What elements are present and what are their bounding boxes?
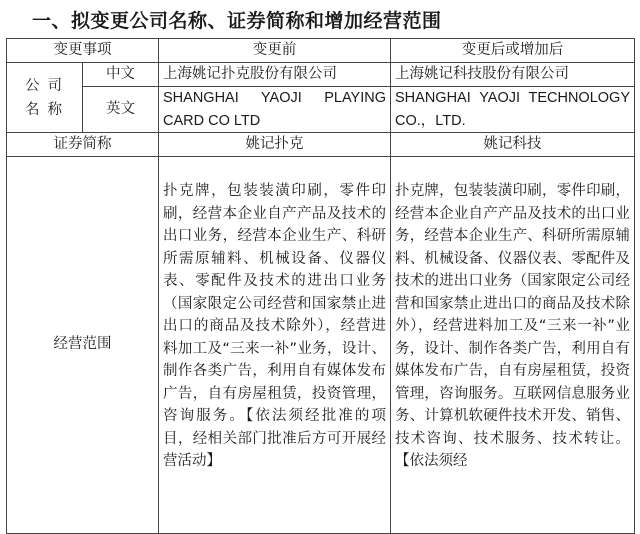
change-table: [6, 38, 635, 534]
chinese-name-before: 上海姚记扑克股份有限公司: [159, 63, 391, 87]
section-heading: 一、拟变更公司名称、证券简称和增加经营范围: [32, 10, 442, 32]
header-change-item: 变更事项: [7, 39, 159, 63]
header-row: [7, 39, 635, 63]
scope-row: [7, 156, 635, 533]
scope-after-cell: [391, 156, 635, 533]
ticker-after: 姚记科技: [391, 133, 635, 157]
chinese-name-after: 上海姚记科技股份有限公司: [391, 63, 635, 87]
chinese-name-row: [7, 63, 635, 87]
scope-before: 扑克牌，包装装潢印刷，零件印刷，经营本企业自产产品及技术的出口业务，经营本企业生产、科研所需原辅料、机械设备、仪器仪表、零配件及技术的进出口业务（国家限定公司经营和国家禁止进出口的商品及技术除外），经营进料加工及“三来一补”业务，设计、制作各类广告，利用自有媒体发布广告，自有房屋租赁，投资管理，咨询服务。【依法须经批准的项目，经相关部门批准后方可开展经营活动】: [163, 183, 386, 469]
ticker-before: 姚记扑克: [159, 133, 391, 157]
scope-after: 扑克牌，包装装潢印刷，零件印刷，经营本企业自产产品及技术的出口业务，经营本企业生产、科研所需原辅料、机械设备、仪器仪表、零配件及技术的进出口业务（国家限定公司经营和国家禁止进出口的商品及技术除外），经营进料加工及“三来一补”业务，设计、制作各类广告，利用自有媒体发布广告，自有房屋租赁，投资管理，咨询服务。互联网信息服务业务、计算机软硬件技术开发、销售、技术咨询、技术服务、技术转让。【依法须经: [395, 183, 630, 469]
english-label: 英文: [83, 87, 159, 133]
ticker-label: 证券简称: [7, 133, 159, 157]
header-after: 变更后或增加后: [391, 39, 635, 63]
english-name-before: SHANGHAI YAOJI PLAYING CARD CO LTD: [159, 87, 391, 133]
scope-label: 经营范围: [7, 156, 159, 533]
english-name-after: SHANGHAI YAOJI TECHNOLOGY CO.，LTD.: [391, 87, 635, 133]
header-before: 变更前: [159, 39, 391, 63]
scope-before-cell: [159, 156, 391, 533]
english-name-row: [7, 87, 635, 133]
company-name-label: 公司名称: [7, 63, 83, 133]
ticker-row: [7, 133, 635, 157]
chinese-label: 中文: [83, 63, 159, 87]
